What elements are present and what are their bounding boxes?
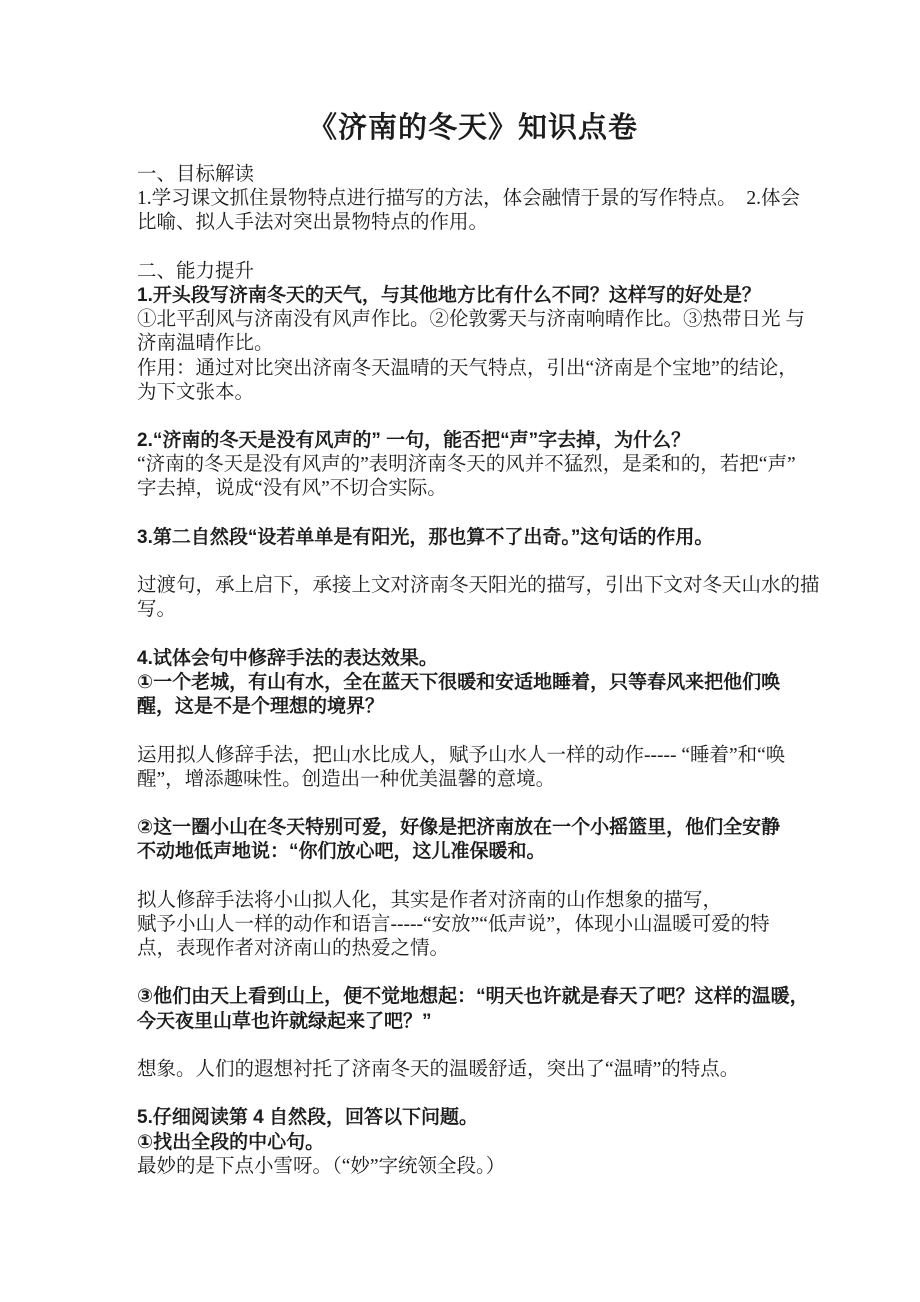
blank-line: [137, 961, 809, 985]
text-line: 为下文张本。: [137, 381, 255, 403]
text-line: 运用拟人修辞手法，把山水比成人，赋予山水人一样的动作----- “睡着”和“唤: [137, 744, 786, 766]
text-line: 今天夜里山草也许就绿起来了吧？”: [137, 1010, 432, 1032]
text-line: ②这一圈小山在冬天特别可爱，好像是把济南放在一个小摇篮里，他们全安静: [137, 817, 781, 839]
blank-line: [137, 550, 809, 574]
text-line: 最妙的是下点小雪呀。（“妙”字统领全段。）: [137, 1155, 506, 1177]
text-line: 3.第二自然段“设若单单是有阳光，那也算不了出奇。”这句话的作用。: [137, 526, 714, 548]
text-line: 不动地低声地说：“你们放心吧，这儿准保暖和。: [137, 841, 546, 863]
text-line: 4.试体会句中修辞手法的表达效果。: [137, 647, 438, 669]
document-content: [137, 110, 820, 1179]
text-line: 二、能力提升: [137, 260, 255, 282]
blank-line: [137, 236, 809, 260]
document-body: [137, 163, 820, 1179]
blank-line: [137, 1082, 809, 1106]
text-line: ①北平刮风与济南没有风声作比。②伦敦雾天与济南响晴作比。③热带日光 与: [137, 309, 805, 331]
text-line: 作用：通过对比突出济南冬天温晴的天气特点，引出“济南是个宝地”的结论，: [137, 357, 798, 379]
blank-line: [137, 864, 809, 888]
text-line: 济南温晴作比。: [137, 333, 274, 355]
document-title: 《济南的冬天》知识点卷: [307, 112, 638, 144]
text-line: ①找出全段的中心句。: [137, 1131, 325, 1153]
text-line: 5.仔细阅读第 4 自然段，回答以下问题。: [137, 1107, 478, 1129]
blank-line: [137, 792, 809, 816]
text-line: 醒，这是不是个理想的境界？: [137, 696, 385, 718]
text-line: 一、目标解读: [137, 164, 255, 185]
text-line: 1.开头段写济南冬天的天气，与其他地方比有什么不同？这样写的好处是？: [137, 284, 761, 306]
text-line: 字去掉，说成“没有风”不切合实际。: [137, 478, 447, 500]
text-line: 比喻、拟人手法对突出景物特点的作用。: [137, 212, 489, 234]
blank-line: [137, 719, 809, 743]
blank-line: [137, 623, 809, 647]
text-line: ③他们由天上看到山上，便不觉地想起：“明天也许就是春天了吧？这样的温暖，: [137, 986, 809, 1008]
text-line: 2.“济南的冬天是没有风声的” 一句，能否把“声”字去掉，为什么？: [137, 430, 691, 452]
text-line: ①一个老城，有山有水，全在蓝天下很暖和安适地睡着，只等春风来把他们唤: [137, 671, 781, 693]
text-line: 赋予小山人一样的动作和语言-----“安放”“低声说”，体现小山温暖可爱的特: [137, 913, 770, 935]
text-line: 点，表现作者对济南山的热爱之情。: [137, 938, 450, 959]
blank-line: [137, 405, 809, 429]
text-line: “济南的冬天是没有风声的”表明济南冬天的风并不猛烈，是柔和的，若把“声”: [137, 454, 796, 476]
text-line: 写。: [137, 599, 177, 621]
text-line: 拟人修辞手法将小山拟人化，其实是作者对济南的山作想象的描写，: [137, 889, 723, 911]
text-line: 过渡句，承上启下，承接上文对济南冬天阳光的描写，引出下文对冬天山水的描: [137, 575, 820, 597]
text-line: 醒”，增添趣味性。创造出一种优美温馨的意境。: [137, 768, 556, 790]
blank-line: [137, 1034, 809, 1058]
text-line: 想象。人们的遐想衬托了济南冬天的温暖舒适，突出了“温晴”的特点。: [137, 1058, 740, 1080]
text-line: 1.学习课文抓住景物特点进行描写的方法，体会融情于景的写作特点。 2.体会: [137, 188, 801, 210]
blank-line: [137, 502, 809, 526]
